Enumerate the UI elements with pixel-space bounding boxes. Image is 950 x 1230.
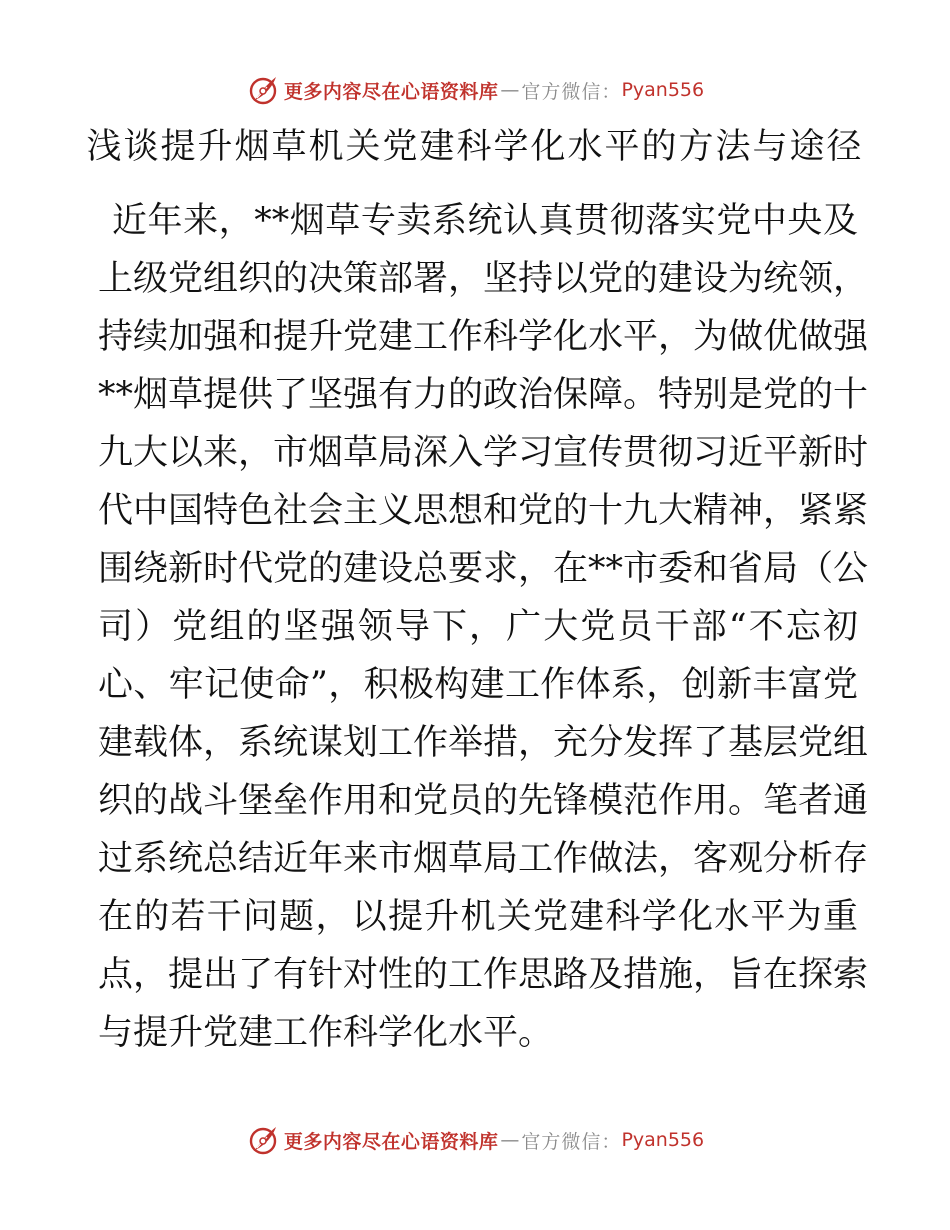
paragraph-line: 心、牢记使命”，积极构建工作体系，创新丰富党 xyxy=(98,665,858,705)
brand-text: 更多内容尽在心语资料库 xyxy=(283,1130,499,1153)
paragraph-line: 建载体，系统谋划工作举措，充分发挥了基层党组 xyxy=(98,723,869,763)
feather-pen-logo-icon xyxy=(246,1123,280,1157)
paragraph-line: 点，提出了有针对性的工作思路及措施，旨在探索 xyxy=(98,955,869,995)
paragraph-line: 与提升党建工作科学化水平。 xyxy=(98,1013,554,1053)
brand-text: 更多内容尽在心语资料库 xyxy=(283,80,499,103)
paragraph-line: 上级党组织的决策部署，坚持以党的建设为统领， xyxy=(98,259,869,299)
paragraph-line: 织的战斗堡垒作用和党员的先锋模范作用。笔者通 xyxy=(98,781,869,821)
paragraph-line: 近年来，**烟草专卖系统认真贯彻落实党中央及 xyxy=(112,201,858,241)
paragraph-line: 持续加强和提升党建工作科学化水平，为做优做强 xyxy=(98,317,869,357)
feather-pen-logo-icon xyxy=(246,73,280,107)
document-body-paragraph xyxy=(98,192,869,1062)
paragraph-line: 九大以来，市烟草局深入学习宣传贯彻习近平新时 xyxy=(98,433,869,473)
paragraph-line: 在的若干问题，以提升机关党建科学化水平为重 xyxy=(98,897,858,937)
document-title: 浅谈提升烟草机关党建科学化水平的方法与途径 xyxy=(86,127,864,167)
contact-id: Pyan556 xyxy=(621,79,705,101)
contact-label: 官方微信： xyxy=(521,80,622,103)
contact-id: Pyan556 xyxy=(621,1129,705,1151)
paragraph-line: 司）党组的坚强领导下，广大党员干部“不忘初 xyxy=(98,607,858,647)
paragraph-line: 过系统总结近年来市烟草局工作做法，客观分析存 xyxy=(98,839,869,879)
paragraph-line: 代中国特色社会主义思想和党的十九大精神，紧紧 xyxy=(98,491,869,531)
paragraph-line: **烟草提供了坚强有力的政治保障。特别是党的十 xyxy=(98,375,869,415)
banner-separator: — xyxy=(500,79,520,101)
contact-label: 官方微信： xyxy=(521,1130,622,1153)
paragraph-line: 围绕新时代党的建设总要求，在**市委和省局（公 xyxy=(98,549,869,589)
banner-separator: — xyxy=(500,1129,520,1151)
footer-watermark-banner xyxy=(0,1120,950,1160)
header-watermark-banner xyxy=(0,70,950,110)
